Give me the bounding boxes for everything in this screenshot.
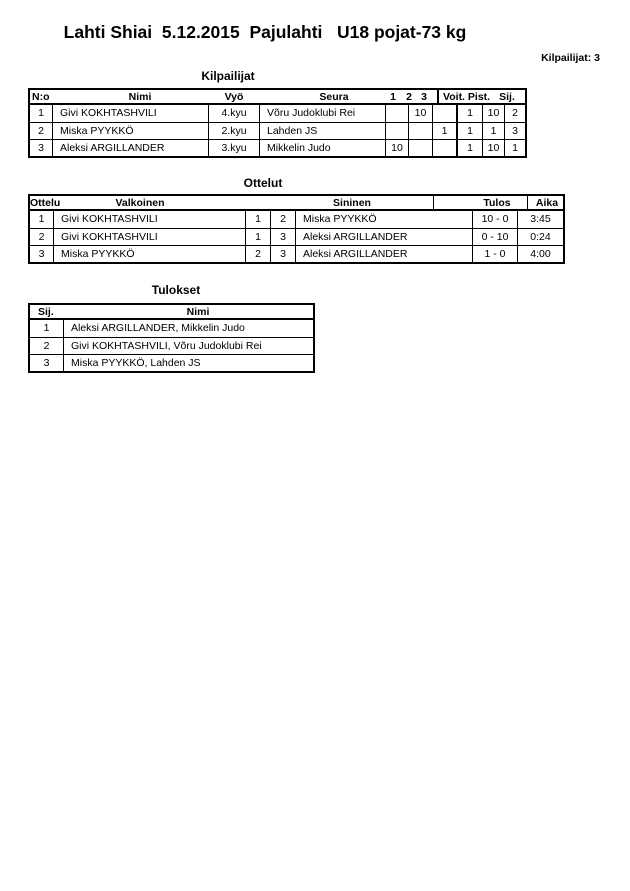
match-time: 4:00 bbox=[517, 246, 563, 262]
score-vs-2: 10 bbox=[408, 105, 432, 122]
competitor-number: 2 bbox=[38, 125, 44, 137]
tulokset-table bbox=[28, 303, 315, 373]
points-cell: 10 bbox=[482, 140, 504, 156]
competitor-name: Givi KOKHTASHVILI bbox=[52, 105, 208, 122]
white-player-number: 2 bbox=[245, 246, 270, 262]
white-player-number: 1 bbox=[245, 211, 270, 228]
score-vs-3: 1 bbox=[432, 123, 456, 139]
header-valkoinen: Valkoinen bbox=[115, 197, 165, 209]
white-player-name: Givi KOKHTASHVILI bbox=[53, 229, 245, 245]
points-cell: 10 bbox=[482, 105, 504, 122]
white-player-number: 1 bbox=[245, 229, 270, 245]
competitor-row bbox=[30, 122, 525, 139]
header-ottelu: Ottelu bbox=[30, 197, 61, 209]
competitor-club: Võru Judoklubi Rei bbox=[259, 105, 385, 122]
competitor-club: Lahden JS bbox=[259, 123, 385, 139]
result-name-club: Givi KOKHTASHVILI, Võru Judoklubi Rei bbox=[63, 338, 313, 354]
competitor-number: 3 bbox=[38, 142, 44, 154]
match-result: 0 - 10 bbox=[472, 229, 517, 245]
wins-cell: 1 bbox=[456, 123, 482, 139]
score-vs-3 bbox=[432, 140, 456, 156]
tulokset-section-title: Tulokset bbox=[151, 283, 201, 297]
result-row bbox=[30, 337, 313, 354]
kilpailijat-section-title: Kilpailijat bbox=[201, 69, 255, 83]
competitor-club: Mikkelin Judo bbox=[259, 140, 385, 156]
competitor-row bbox=[30, 105, 525, 122]
score-vs-2 bbox=[408, 140, 432, 156]
result-row bbox=[30, 354, 313, 371]
header-sij: Sij. bbox=[499, 91, 515, 103]
score-vs-1 bbox=[385, 123, 408, 139]
match-number: 3 bbox=[38, 248, 45, 260]
match-number: 2 bbox=[38, 231, 45, 243]
header-no: N:o bbox=[32, 91, 50, 103]
blue-player-number: 2 bbox=[270, 211, 295, 228]
header-divider bbox=[433, 196, 434, 209]
result-name-club: Aleksi ARGILLANDER, Mikkelin Judo bbox=[63, 320, 313, 337]
header-aika: Aika bbox=[535, 197, 559, 209]
match-number: 1 bbox=[38, 213, 45, 225]
match-row bbox=[30, 211, 563, 228]
ottelut-table bbox=[28, 194, 565, 264]
match-row bbox=[30, 245, 563, 262]
header-sij: Sij. bbox=[38, 306, 54, 318]
match-row bbox=[30, 228, 563, 245]
competitor-number: 1 bbox=[38, 107, 44, 119]
header-round-1: 1 bbox=[390, 91, 396, 103]
kilpailijat-table bbox=[28, 88, 527, 158]
result-row bbox=[30, 320, 313, 337]
competitors-count: Kilpailijat: 3 bbox=[541, 52, 600, 64]
header-seura: Seura bbox=[319, 91, 349, 103]
header-thick-divider bbox=[437, 90, 439, 103]
page-title: Lahti Shiai 5.12.2015 Pajulahti U18 pojat-73 kg bbox=[63, 22, 467, 42]
placement-cell: 1 bbox=[504, 140, 525, 156]
match-result: 1 - 0 bbox=[472, 246, 517, 262]
competitor-belt: 3.kyu bbox=[208, 140, 259, 156]
competitor-name: Miska PYYKKÖ bbox=[52, 123, 208, 139]
header-tulos: Tulos bbox=[483, 197, 511, 209]
placement-cell: 2 bbox=[504, 105, 525, 122]
match-time: 0:24 bbox=[517, 229, 563, 245]
white-player-name: Miska PYYKKÖ bbox=[53, 246, 245, 262]
header-voit: Voit. bbox=[443, 91, 465, 103]
placement-cell: 3 bbox=[504, 123, 525, 139]
wins-cell: 1 bbox=[456, 105, 482, 122]
blue-player-number: 3 bbox=[270, 229, 295, 245]
competitor-name: Aleksi ARGILLANDER bbox=[52, 140, 208, 156]
points-cell: 1 bbox=[482, 123, 504, 139]
header-sininen: Sininen bbox=[333, 197, 371, 209]
wins-cell: 1 bbox=[456, 140, 482, 156]
white-player-name: Givi KOKHTASHVILI bbox=[53, 211, 245, 228]
score-vs-3 bbox=[432, 105, 456, 122]
blue-player-name: Aleksi ARGILLANDER bbox=[295, 229, 472, 245]
header-divider bbox=[527, 196, 528, 209]
result-placement: 3 bbox=[43, 357, 50, 369]
kilpailijat-header-row bbox=[30, 90, 525, 105]
score-vs-1 bbox=[385, 105, 408, 122]
ottelut-header-row bbox=[30, 196, 563, 211]
result-placement: 2 bbox=[43, 340, 50, 352]
match-time: 3:45 bbox=[517, 211, 563, 228]
header-round-3: 3 bbox=[421, 91, 427, 103]
header-round-2: 2 bbox=[406, 91, 412, 103]
header-nimi: Nimi bbox=[186, 306, 210, 318]
blue-player-name: Miska PYYKKÖ bbox=[295, 211, 472, 228]
header-nimi: Nimi bbox=[128, 91, 152, 103]
header-vyo: Vyö bbox=[224, 91, 244, 103]
competitor-row bbox=[30, 139, 525, 156]
tulokset-header-row bbox=[30, 305, 313, 320]
competitor-belt: 4.kyu bbox=[208, 105, 259, 122]
match-result: 10 - 0 bbox=[472, 211, 517, 228]
blue-player-name: Aleksi ARGILLANDER bbox=[295, 246, 472, 262]
score-vs-1: 10 bbox=[385, 140, 408, 156]
result-name-club: Miska PYYKKÖ, Lahden JS bbox=[63, 355, 313, 371]
score-vs-2 bbox=[408, 123, 432, 139]
header-pist: Pist. bbox=[467, 91, 491, 103]
competitor-belt: 2.kyu bbox=[208, 123, 259, 139]
blue-player-number: 3 bbox=[270, 246, 295, 262]
ottelut-section-title: Ottelut bbox=[243, 176, 283, 190]
result-placement: 1 bbox=[43, 322, 50, 334]
